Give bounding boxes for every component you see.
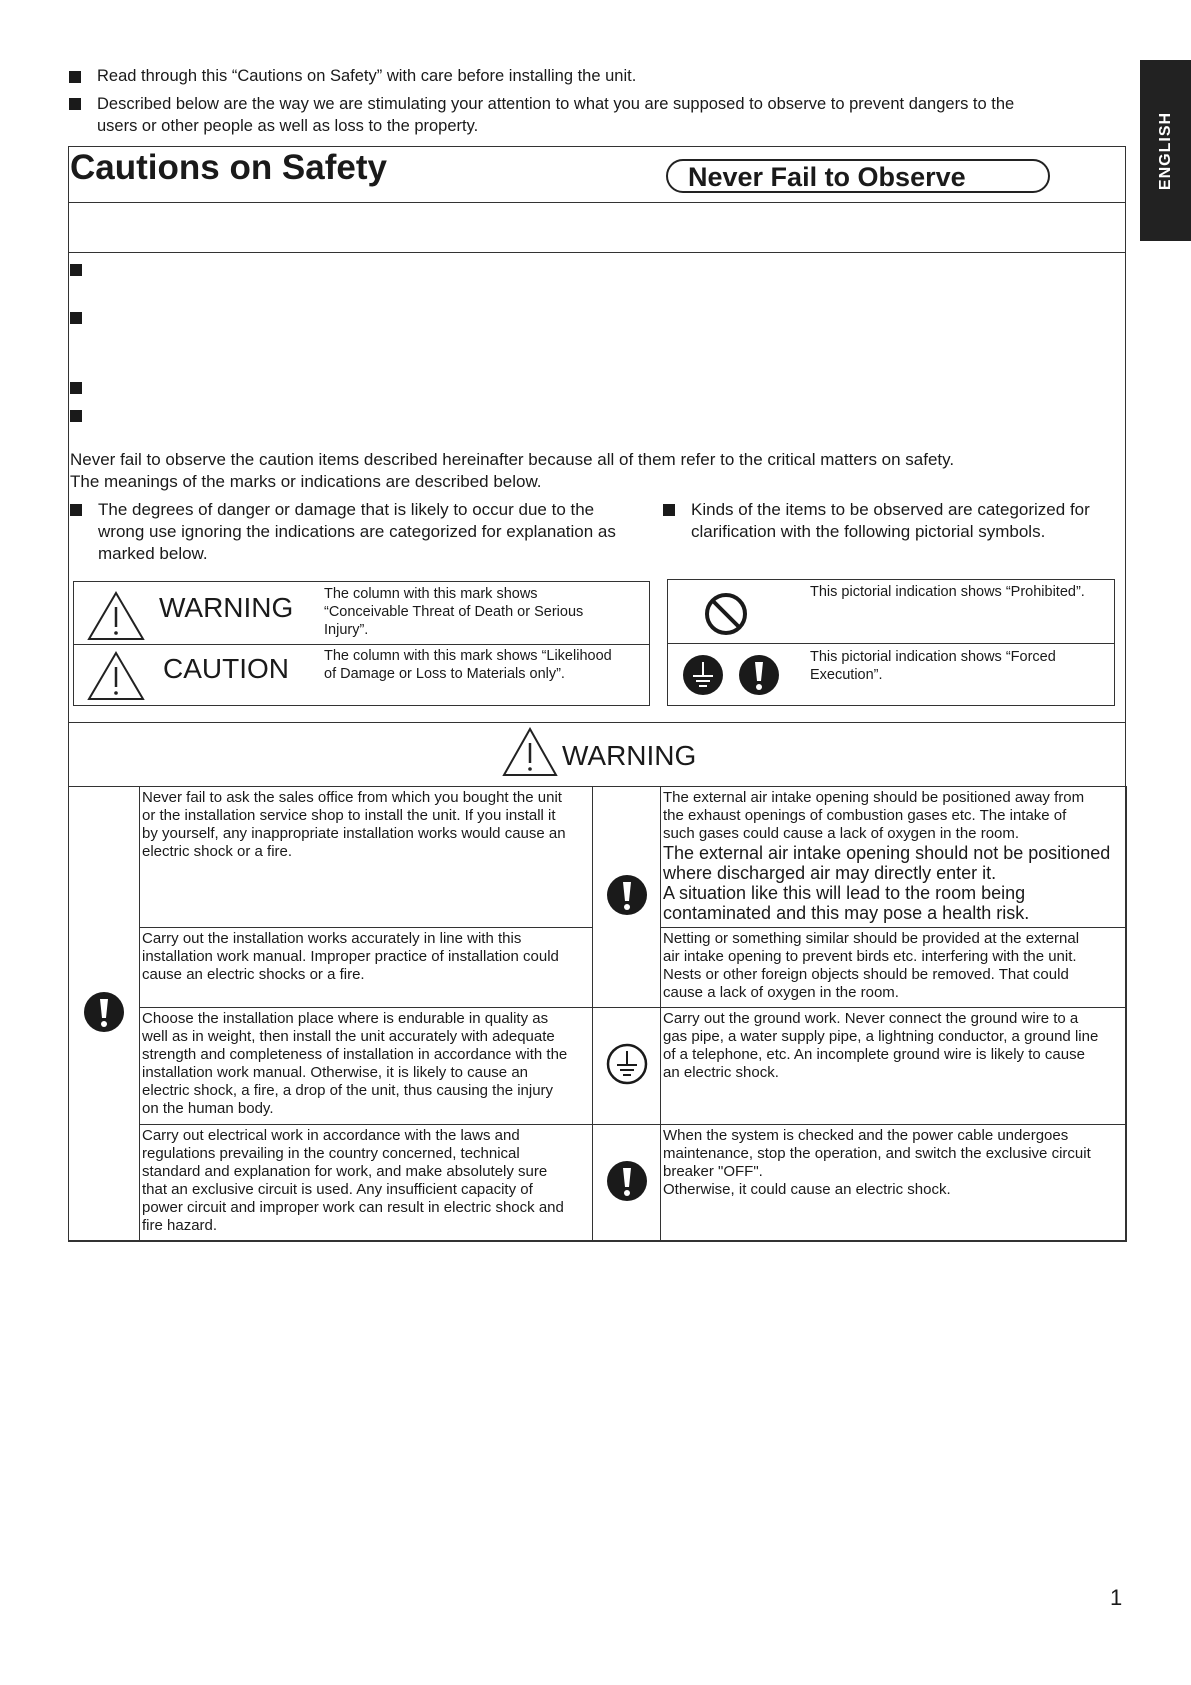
bullet-square bbox=[69, 71, 81, 83]
text-line: installation work manual. Improper practice of installation could bbox=[142, 948, 559, 965]
exclamation-icon bbox=[606, 1160, 648, 1202]
text-line: Choose the installation place where is endurable in quality as bbox=[142, 1010, 549, 1027]
text-line: maintenance, stop the operation, and switch the exclusive circuit bbox=[663, 1145, 1091, 1162]
bullet-square bbox=[70, 382, 82, 394]
text-line: Never fail to ask the sales office from which you bought the unit bbox=[142, 789, 562, 806]
text-line: the exhaust openings of combustion gases etc. The intake of bbox=[663, 807, 1067, 824]
text-line: breaker "OFF". bbox=[663, 1163, 763, 1180]
caution-label: CAUTION bbox=[163, 653, 289, 684]
prohibited-desc: This pictorial indication shows “Prohibited”. bbox=[810, 584, 1085, 600]
warning-item-8 bbox=[661, 1125, 1127, 1242]
text-line: Netting or something similar should be provided at the external bbox=[663, 930, 1080, 947]
text-line: or the installation service shop to install the unit. If you install it bbox=[142, 807, 556, 824]
exclamation-icon bbox=[83, 991, 125, 1033]
text-line: gas pipe, a water supply pipe, a lightning conductor, a ground line bbox=[663, 1028, 1099, 1045]
bullet-square bbox=[70, 504, 82, 516]
text-line: an electric shock. bbox=[663, 1064, 779, 1081]
warning-triangle-icon bbox=[87, 591, 145, 641]
text-line: by yourself, any inappropriate installation works would cause an bbox=[142, 825, 566, 842]
text-line: The external air intake opening should not be positioned bbox=[663, 843, 1111, 863]
warning-desc-2: “Conceivable Threat of Death or Serious bbox=[324, 604, 584, 620]
text-line: electric shock or a fire. bbox=[142, 843, 293, 860]
intro-line-3: users or other people as well as loss to the property. bbox=[97, 117, 479, 135]
text-line: The external air intake opening should be positioned away from bbox=[663, 789, 1085, 806]
text-line: Carry out the ground work. Never connect the ground wire to a bbox=[663, 1010, 1079, 1027]
text-line: strength and completeness of installation in accordance with the bbox=[142, 1046, 568, 1063]
bullet-square bbox=[663, 504, 675, 516]
right-icon-cell-3 bbox=[593, 1125, 661, 1242]
symbols-box-divider bbox=[667, 643, 1115, 644]
warning-desc-3: Injury”. bbox=[324, 622, 369, 638]
ground-icon bbox=[606, 1043, 648, 1085]
warning-section-triangle-icon bbox=[502, 727, 558, 777]
right-icon-cell-2 bbox=[593, 1008, 661, 1125]
bullet-square bbox=[70, 410, 82, 422]
warning-item-5 bbox=[661, 787, 1127, 928]
prohibited-icon bbox=[703, 591, 749, 637]
notice-line-1: Never fail to observe the caution items described hereinafter because all of them refer to the critical matters on safety. bbox=[70, 450, 955, 469]
text-line: standard and explanation for work, and make absolutely sure bbox=[142, 1163, 548, 1180]
warning-table bbox=[68, 786, 1127, 1242]
marks-box-divider bbox=[73, 644, 650, 645]
text-line: air intake opening to prevent birds etc. interfering with the unit. bbox=[663, 948, 1077, 965]
caution-desc-1: The column with this mark shows “Likelihood bbox=[324, 648, 612, 664]
page-title: Cautions on Safety bbox=[70, 148, 387, 187]
text-line: A situation like this will lead to the room being bbox=[663, 883, 1026, 903]
text-line: Nests or other foreign objects should be removed. That could bbox=[663, 966, 1069, 983]
warning-section-title: WARNING bbox=[562, 740, 697, 771]
bullet-square bbox=[69, 98, 81, 110]
warning-item-1 bbox=[140, 787, 593, 928]
intro-line-1: Read through this “Cautions on Safety” with care before installing the unit. bbox=[97, 67, 637, 85]
text-line: on the human body. bbox=[142, 1100, 274, 1117]
observe-badge-label: Never Fail to Observe bbox=[688, 162, 966, 192]
left-column-line-1: The degrees of danger or damage that is likely to occur due to the bbox=[98, 500, 595, 519]
text-line: electric shock, a fire, a drop of the unit, thus causing the injury bbox=[142, 1082, 554, 1099]
bullet-square bbox=[70, 312, 82, 324]
text-line: well as in weight, then install the unit accurately with adequate bbox=[142, 1028, 555, 1045]
exclamation-icon bbox=[738, 654, 780, 696]
right-column-line-1: Kinds of the items to be observed are categorized for bbox=[691, 500, 1090, 519]
page-number: 1 bbox=[1110, 1585, 1123, 1610]
blank-row-divider bbox=[68, 252, 1126, 253]
text-line: Carry out electrical work in accordance with the laws and bbox=[142, 1127, 520, 1144]
text-line: where discharged air may directly enter it. bbox=[663, 863, 997, 883]
text-line: cause an electric shocks or a fire. bbox=[142, 966, 365, 983]
warning-item-2 bbox=[140, 928, 593, 1008]
warning-item-3 bbox=[140, 1008, 593, 1125]
left-column-line-3: marked below. bbox=[98, 544, 208, 563]
text-line: that an exclusive circuit is used. Any insufficient capacity of bbox=[142, 1181, 533, 1198]
ground-icon bbox=[682, 654, 724, 696]
text-line: installation work manual. Otherwise, it is likely to cause an bbox=[142, 1064, 529, 1081]
right-column-line-2: clarification with the following pictorial symbols. bbox=[691, 522, 1046, 541]
right-icon-cell-1 bbox=[593, 787, 661, 1008]
forced-desc-2: Execution”. bbox=[810, 667, 883, 683]
text-line: contaminated and this may pose a health risk. bbox=[663, 903, 1030, 923]
text-line: When the system is checked and the power cable undergoes bbox=[663, 1127, 1069, 1144]
exclamation-icon bbox=[606, 874, 648, 916]
warning-desc-1: The column with this mark shows bbox=[324, 586, 538, 602]
intro-line-2: Described below are the way we are stimulating your attention to what you are supposed to observe to prevent dangers to the bbox=[97, 95, 1015, 113]
warning-item-7 bbox=[661, 1008, 1127, 1125]
text-line: Otherwise, it could cause an electric shock. bbox=[663, 1181, 951, 1198]
forced-desc-1: This pictorial indication shows “Forced bbox=[810, 649, 1056, 665]
warning-label: WARNING bbox=[159, 592, 294, 623]
text-line: cause a lack of oxygen in the room. bbox=[663, 984, 899, 1001]
text-line: regulations prevailing in the country concerned, technical bbox=[142, 1145, 520, 1162]
notice-line-2: The meanings of the marks or indications are described below. bbox=[70, 472, 542, 491]
text-line: Carry out the installation works accurately in line with this bbox=[142, 930, 522, 947]
left-icon-cell bbox=[69, 787, 140, 1242]
language-tab bbox=[1140, 60, 1191, 241]
bullet-square bbox=[70, 264, 82, 276]
text-line: such gases could cause a lack of oxygen in the room. bbox=[663, 825, 1020, 842]
warning-section-top-line bbox=[68, 722, 1126, 723]
header-divider bbox=[68, 202, 1126, 203]
caution-desc-2: of Damage or Loss to Materials only”. bbox=[324, 666, 565, 682]
caution-triangle-icon bbox=[87, 651, 145, 701]
observe-badge bbox=[666, 159, 1050, 193]
text-line: fire hazard. bbox=[142, 1217, 218, 1234]
text-line: power circuit and improper work can result in electric shock and bbox=[142, 1199, 564, 1216]
language-tab-label: ENGLISH bbox=[1156, 111, 1174, 190]
left-column-line-2: wrong use ignoring the indications are categorized for explanation as bbox=[98, 522, 616, 541]
warning-item-4 bbox=[140, 1125, 593, 1242]
text-line: of a telephone, etc. An incomplete ground wire is likely to cause bbox=[663, 1046, 1085, 1063]
warning-item-6 bbox=[661, 928, 1127, 1008]
